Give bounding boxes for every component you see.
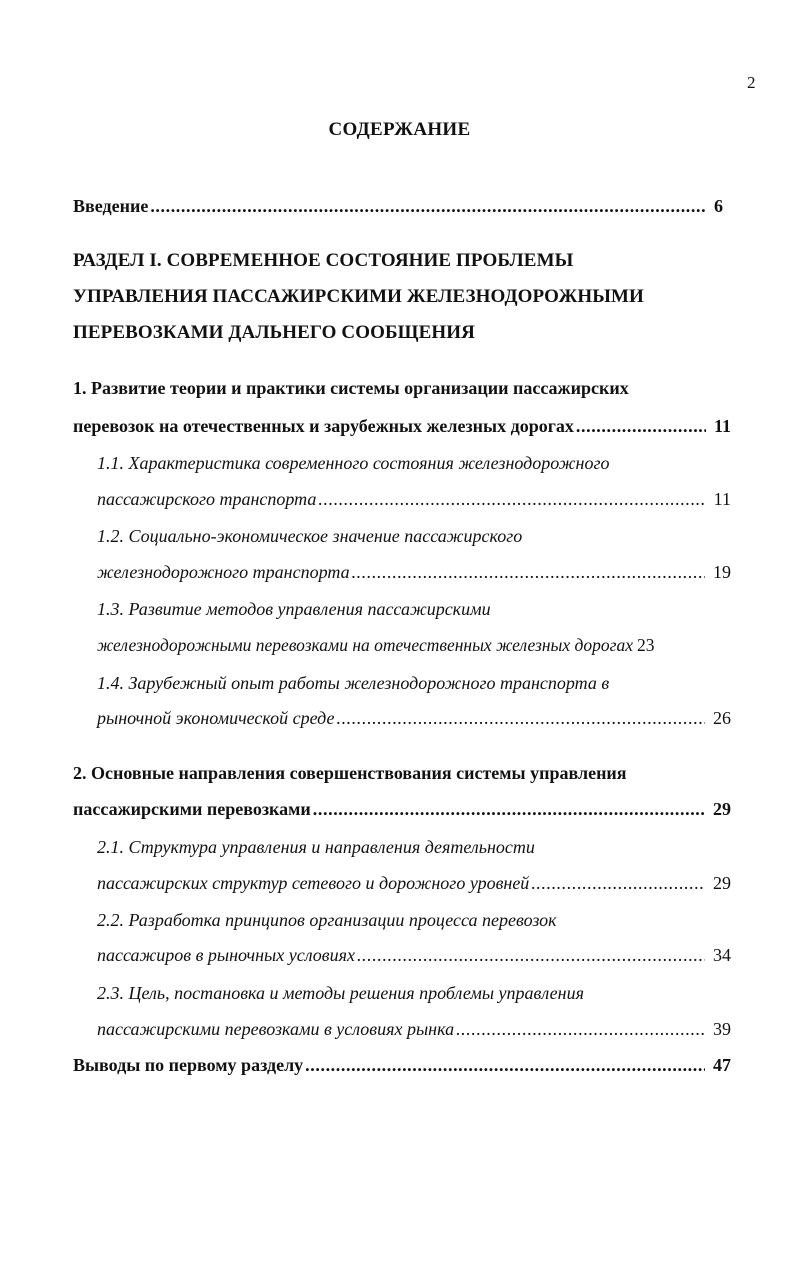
dot-leader (352, 562, 705, 583)
page-number: 2 (747, 73, 756, 92)
subsection-2-1-line-1: 2.1. Структура управления и направления деятельности (97, 837, 535, 857)
section-heading-line-2: УПРАВЛЕНИЯ ПАССАЖИРСКИМИ ЖЕЛЕЗНОДОРОЖНЫМИ (73, 286, 644, 307)
dot-leader (336, 708, 705, 729)
subsection-1-1-line-1: 1.1. Характеристика современного состояния железнодорожного (97, 453, 610, 473)
toc-entry-page: 11 (713, 416, 731, 436)
toc-entry-page: 39 (713, 1019, 731, 1039)
section-heading-line-3: ПЕРЕВОЗКАМИ ДАЛЬНЕГО СООБЩЕНИЯ (73, 322, 475, 343)
toc-entry-page: 11 (713, 489, 731, 509)
chapter-1-title-line-1: 1. Развитие теории и практики системы организации пассажирских (73, 378, 629, 398)
subsection-2-2-line-1: 2.2. Разработка принципов организации процесса перевозок (97, 910, 557, 930)
toc-entry-1-2[interactable] (97, 562, 731, 588)
dot-leader (150, 196, 706, 217)
dot-leader (531, 873, 705, 894)
toc-entry-label: железнодорожными перевозками на отечественных железных дорогах (97, 635, 633, 655)
toc-entry-page: 26 (713, 708, 731, 728)
toc-entry-label: пассажирскими перевозками (73, 799, 311, 819)
dot-leader (305, 1055, 705, 1076)
toc-entry-1-4[interactable] (97, 708, 731, 734)
subsection-2-3-line-1: 2.3. Цель, постановка и методы решения проблемы управления (97, 983, 584, 1003)
dot-leader (318, 489, 705, 510)
toc-entry-2-3[interactable] (97, 1019, 731, 1045)
toc-entry-conclusions[interactable] (73, 1055, 731, 1081)
toc-entry-page: 34 (713, 945, 731, 965)
toc-entry-2-1[interactable] (97, 873, 731, 899)
toc-entry-label: Введение (73, 196, 149, 216)
chapter-2-title-line-1: 2. Основные направления совершенствования системы управления (73, 763, 627, 783)
dot-leader (576, 416, 706, 437)
toc-entry-page: 47 (713, 1055, 731, 1075)
toc-entry-2-2[interactable] (97, 945, 731, 971)
dot-leader (357, 945, 705, 966)
toc-entry-1-1[interactable] (97, 489, 731, 515)
toc-entry-page: 19 (713, 562, 731, 582)
dot-leader (313, 799, 705, 820)
subsection-1-2-line-1: 1.2. Социально-экономическое значение пассажирского (97, 526, 523, 546)
subsection-1-4-line-1: 1.4. Зарубежный опыт работы железнодорожного транспорта в (97, 673, 610, 693)
subsection-1-3-line-1: 1.3. Развитие методов управления пассажирскими (97, 599, 491, 619)
toc-entry-label: рыночной экономической среде (97, 708, 335, 728)
toc-entry-page: 29 (713, 873, 731, 893)
toc-entry-label: пассажирскими перевозками в условиях рынка (97, 1019, 455, 1039)
toc-entry-chapter-2[interactable] (73, 799, 731, 825)
toc-entry-1-3[interactable] (97, 635, 731, 661)
toc-entry-label: пассажирских структур сетевого и дорожного уровней (97, 873, 530, 893)
toc-entry-label: пассажирского транспорта (97, 489, 317, 509)
toc-entry-label: перевозок на отечественных и зарубежных железных дорогах (73, 416, 574, 436)
section-heading-line-1: РАЗДЕЛ I. СОВРЕМЕННОЕ СОСТОЯНИЕ ПРОБЛЕМЫ (73, 250, 574, 271)
toc-entry-intro[interactable] (73, 196, 723, 222)
toc-entry-page: 23 (637, 635, 655, 655)
toc-entry-label: пассажиров в рыночных условиях (97, 945, 355, 965)
toc-entry-chapter-1[interactable] (73, 416, 731, 442)
toc-entry-page: 6 (714, 196, 723, 216)
dot-leader (456, 1019, 705, 1040)
toc-entry-page: 29 (713, 799, 731, 819)
page-title: СОДЕРЖАНИЕ (328, 119, 471, 140)
toc-entry-label: Выводы по первому разделу (73, 1055, 304, 1075)
toc-entry-label: железнодорожного транспорта (97, 562, 350, 582)
